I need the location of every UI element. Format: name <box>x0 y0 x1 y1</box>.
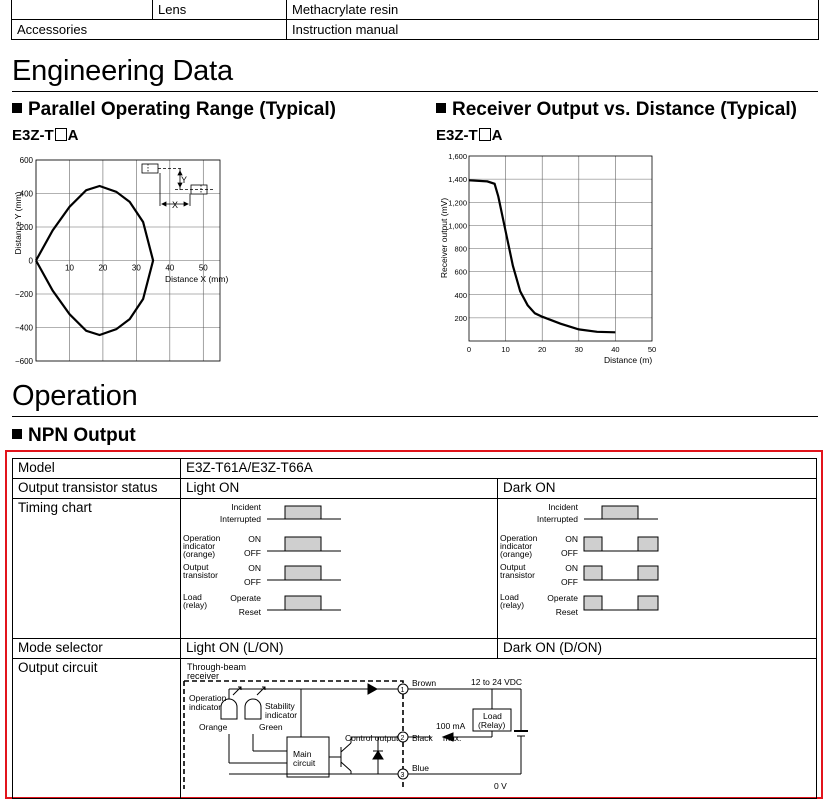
y-tick-label: 1,600 <box>448 152 467 161</box>
pin-number: 1 <box>400 687 405 694</box>
timing-pulse <box>285 596 321 610</box>
row-label-model: Model <box>13 459 181 479</box>
x-tick-label: 20 <box>538 345 547 354</box>
model-prefix: E3Z-T <box>436 127 478 144</box>
placeholder-box-icon <box>55 128 67 141</box>
table-cell: Lens <box>153 0 287 20</box>
model-label-right <box>436 127 503 144</box>
main-circuit-label: Main <box>293 749 312 759</box>
timing-level-label: Operate <box>547 593 578 603</box>
model-suffix: A <box>491 127 503 144</box>
table-row <box>13 639 817 659</box>
x-tick-label: 20 <box>98 263 108 273</box>
timing-pulse <box>584 537 602 551</box>
y-tick-label: 400 <box>454 290 467 300</box>
model-prefix: E3Z-T <box>12 127 54 144</box>
model-label-left <box>12 127 79 144</box>
timing-pulse <box>285 566 321 580</box>
timing-chart-light-on <box>181 499 498 639</box>
timing-level-label: Interrupted <box>536 514 578 524</box>
timing-level-label: ON <box>565 563 578 573</box>
section-divider <box>12 416 818 417</box>
timing-level-label: Operate <box>230 593 261 603</box>
x-tick-label: 0 <box>466 345 472 354</box>
timing-pulse <box>638 566 658 580</box>
timing-chart-dark-on <box>498 499 817 639</box>
timing-signal-label: Output <box>183 562 209 572</box>
stability-indicator-label: indicator <box>265 710 298 720</box>
placeholder-box-icon <box>479 128 491 141</box>
timing-signal-label: (orange) <box>500 549 533 559</box>
receiver-label: receiver <box>187 671 220 681</box>
timing-pulse <box>584 596 602 610</box>
operating-range-chart <box>0 150 235 372</box>
heading-text: Receiver Output vs. Distance (Typical) <box>452 99 797 120</box>
timing-signal-label: (relay) <box>183 600 208 610</box>
bullet-square-icon <box>436 103 446 113</box>
timing-signal-label: Output <box>500 562 526 572</box>
table-row <box>13 499 817 639</box>
orange-label: Orange <box>199 722 228 732</box>
bullet-square-icon <box>12 429 22 439</box>
wire-brown-label: Brown <box>412 678 437 688</box>
y-tick-label: 0 <box>28 256 33 266</box>
timing-pulse <box>285 506 321 519</box>
chart-heading-receiver-output <box>436 99 797 121</box>
model-suffix: A <box>67 127 79 144</box>
row-label-status: Output transistor status <box>13 479 181 499</box>
timing-level-label: Incident <box>231 502 261 512</box>
x-axis-label: Distance (m) <box>604 355 653 365</box>
timing-level-label: Incident <box>548 502 578 512</box>
operation-indicator-label: indicator <box>189 702 222 712</box>
timing-pulse <box>602 506 638 519</box>
timing-level-label: Reset <box>555 607 578 617</box>
pin-number: 3 <box>400 772 405 779</box>
mode-light-on: Light ON (L/ON) <box>181 639 498 659</box>
x-tick-label: 40 <box>611 345 620 354</box>
x-tick-label: 50 <box>647 345 657 354</box>
y-tick-label: 1,000 <box>448 221 467 231</box>
mode-dark-on: Dark ON (D/ON) <box>498 639 817 659</box>
table-row <box>12 20 819 40</box>
receiver-output-chart <box>436 150 666 372</box>
timing-signal-label: transistor <box>500 570 535 580</box>
wire-blue-label: Blue <box>412 763 430 773</box>
bullet-square-icon <box>12 103 22 113</box>
table-cell: Accessories <box>12 20 287 40</box>
control-output-label: Control output <box>345 733 399 743</box>
chart-ticks <box>448 152 656 354</box>
timing-diagram-dark <box>498 499 698 635</box>
timing-signal-label: indicator <box>500 541 533 551</box>
timing-pulse <box>285 537 321 551</box>
green-label: Green <box>259 722 283 732</box>
chart-ticks <box>15 156 208 366</box>
zero-volt-label: 0 V <box>494 781 507 789</box>
table-row <box>13 479 817 499</box>
y-tick-label: 600 <box>19 156 33 165</box>
section-title-engineering: Engineering Data <box>12 55 233 87</box>
timing-level-label: OFF <box>561 548 578 558</box>
timing-signal-label: Operation <box>183 533 221 543</box>
y-tick-label: 200 <box>454 313 467 323</box>
timing-level-label: ON <box>248 563 261 573</box>
x-tick-label: 50 <box>198 263 208 273</box>
table-cell <box>12 0 153 20</box>
pin-number: 2 <box>400 735 405 742</box>
timing-signal-label: (orange) <box>183 549 216 559</box>
y-tick-label: 200 <box>19 223 33 232</box>
table-row <box>13 659 817 799</box>
x-tick-label: 30 <box>131 263 141 273</box>
operation-indicator-label: Operation <box>189 693 227 703</box>
x-tick-label: 10 <box>501 345 510 354</box>
section-title-operation: Operation <box>12 380 138 412</box>
light-arrow-icon <box>257 687 265 695</box>
supply-voltage-label: 12 to 24 VDC <box>471 677 523 687</box>
inset-label-x: X <box>172 200 179 210</box>
zener-diode-icon <box>373 751 383 759</box>
y-tick-label: 800 <box>454 244 467 254</box>
timing-signal-label: Load <box>500 592 519 602</box>
timing-signal-label: Operation <box>500 533 538 543</box>
receiver-label: Through-beam <box>187 662 247 672</box>
x-tick-label: 40 <box>165 263 175 273</box>
subheading-text: NPN Output <box>28 425 136 446</box>
table-cell: Methacrylate resin <box>287 0 819 20</box>
y-tick-label: 600 <box>454 267 467 277</box>
stability-indicator-led-icon <box>245 699 261 719</box>
output-circuit-diagram <box>181 659 551 789</box>
spec-table <box>11 0 819 40</box>
timing-level-label: Interrupted <box>219 514 261 524</box>
y-tick-label: 1,200 <box>448 198 467 208</box>
output-circuit-cell <box>181 659 817 799</box>
y-axis-label: Receiver output (mV) <box>439 197 449 279</box>
table-cell: Instruction manual <box>287 20 819 40</box>
stability-indicator-label: Stability <box>265 701 295 711</box>
model-value: E3Z-T61A/E3Z-T66A <box>181 459 817 479</box>
timing-diagram-light <box>181 499 381 635</box>
timing-signal-label: (relay) <box>500 600 525 610</box>
timing-level-label: Reset <box>238 607 261 617</box>
x-axis-label: Distance X (mm) <box>165 274 229 284</box>
y-tick-label: 400 <box>19 189 33 199</box>
heading-text: Parallel Operating Range (Typical) <box>28 99 336 120</box>
x-tick-label: 30 <box>574 345 583 354</box>
current-label: 100 mA <box>436 721 466 731</box>
main-circuit-label: circuit <box>293 758 316 768</box>
timing-signal-label: indicator <box>183 541 216 551</box>
current-max-label: max. <box>443 733 462 743</box>
operation-table <box>12 458 817 799</box>
inset-diagram <box>142 164 215 206</box>
y-tick-label: −400 <box>14 323 33 333</box>
timing-signal-label: Load <box>183 592 202 602</box>
timing-signal-label: transistor <box>183 570 218 580</box>
subheading-npn-output <box>12 425 136 447</box>
table-row <box>13 459 817 479</box>
timing-level-label: ON <box>248 534 261 544</box>
inset-label-y: Y <box>181 175 188 185</box>
timing-level-label: OFF <box>561 577 578 587</box>
x-tick-label: 10 <box>65 263 74 273</box>
status-light-on: Light ON <box>181 479 498 499</box>
light-arrow-icon <box>233 687 241 695</box>
chart-grid <box>469 156 652 341</box>
timing-pulse <box>638 537 658 551</box>
diode-icon <box>368 684 377 694</box>
chart-heading-operating-range <box>12 99 336 121</box>
y-tick-label: 1,400 <box>448 175 467 185</box>
timing-level-label: OFF <box>244 548 261 558</box>
section-divider <box>12 91 818 92</box>
row-label-timing: Timing chart <box>13 499 181 639</box>
row-label-mode: Mode selector <box>13 639 181 659</box>
wire-black-label: Black <box>412 733 433 743</box>
y-tick-label: −600 <box>14 357 33 366</box>
row-label-circuit: Output circuit <box>13 659 181 799</box>
y-tick-label: −200 <box>14 290 33 299</box>
timing-pulse <box>638 596 658 610</box>
timing-level-label: ON <box>565 534 578 544</box>
y-axis-label: Distance Y (mm) <box>13 191 23 255</box>
timing-level-label: OFF <box>244 577 261 587</box>
load-label: Load <box>483 711 502 721</box>
timing-pulse <box>584 566 602 580</box>
status-dark-on: Dark ON <box>498 479 817 499</box>
load-label: (Relay) <box>478 720 506 730</box>
table-row <box>12 0 819 20</box>
